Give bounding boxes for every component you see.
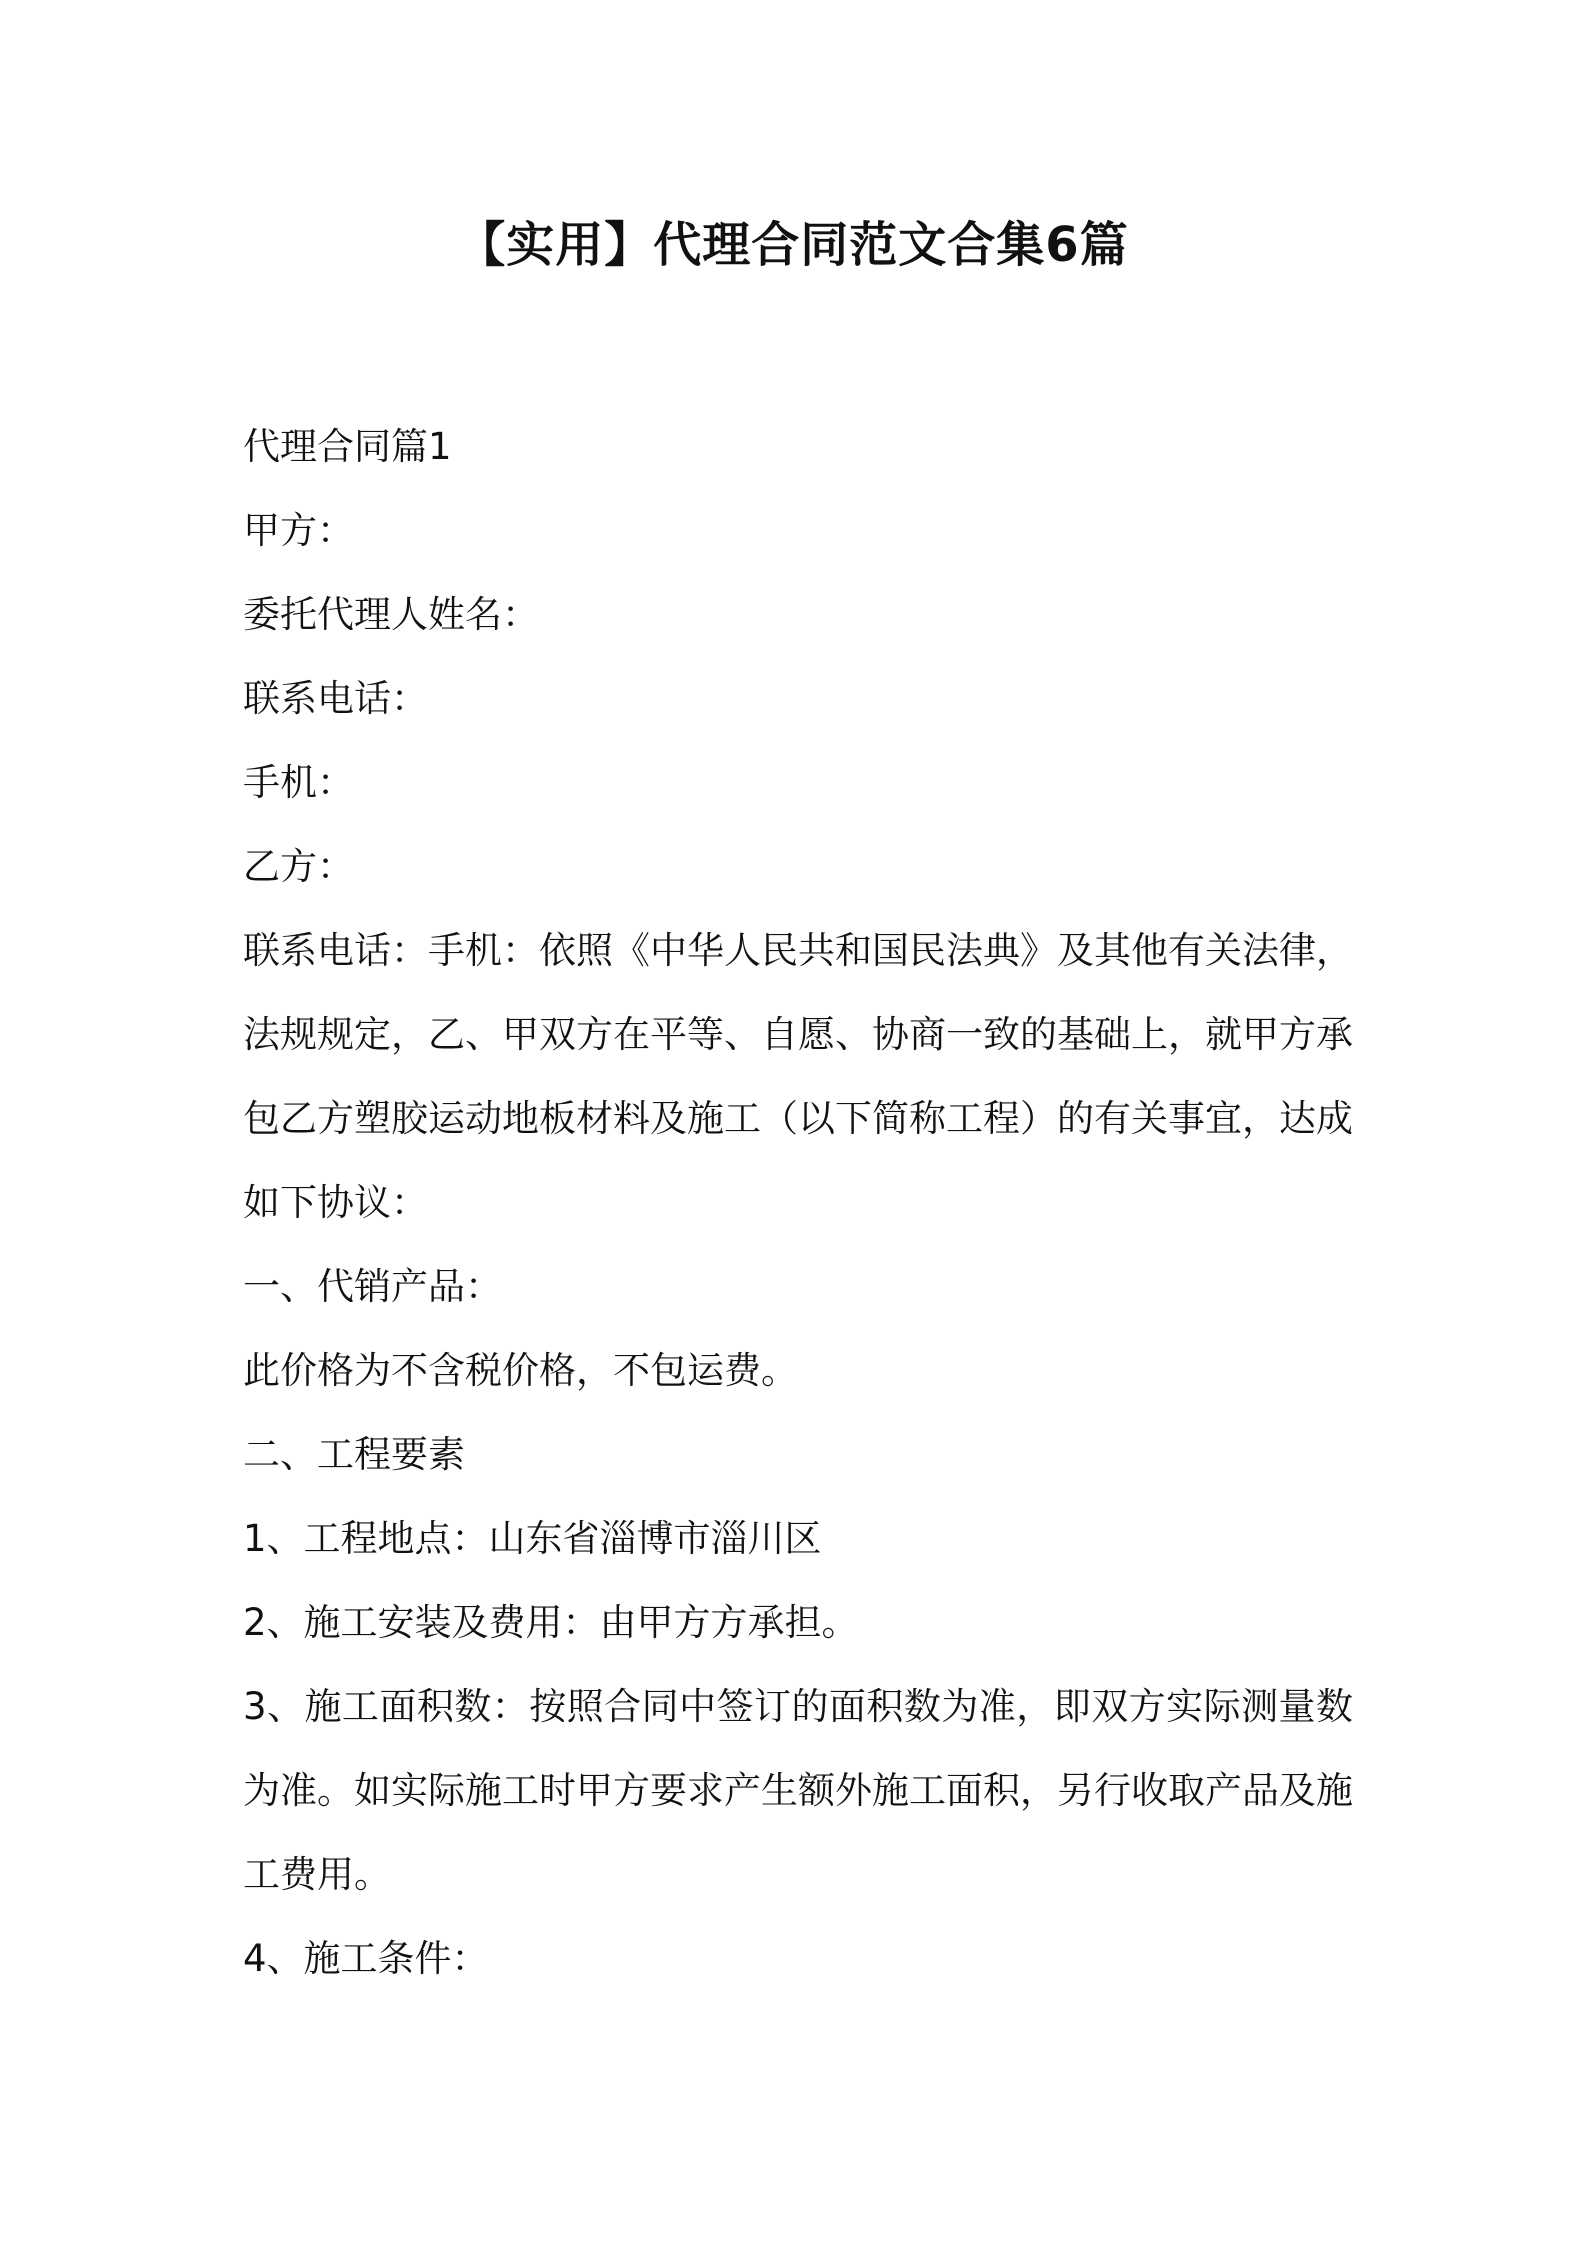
paragraph: 代理合同篇1 bbox=[243, 425, 452, 468]
document-body bbox=[243, 405, 1353, 2001]
document-title: 【实用】代理合同范文合集6篇 bbox=[457, 217, 1129, 273]
paragraph: 甲方： bbox=[243, 509, 354, 552]
paragraph: 联系电话： bbox=[243, 677, 428, 720]
paragraph: 1、工程地点：山东省淄博市淄川区 bbox=[243, 1517, 822, 1560]
paragraph: 手机： bbox=[243, 761, 354, 804]
paragraph: 委托代理人姓名： bbox=[243, 593, 539, 636]
paragraph: 二、工程要素 bbox=[243, 1433, 465, 1476]
paragraph: 联系电话：手机：依照《中华人民共和国民法典》及其他有关法律，法规规定，乙、甲双方在平等、自愿、协商一致的基础上，就甲方承包乙方塑胶运动地板材料及施工（以下简称工程）的有关事宜，达成如下协议： bbox=[243, 929, 1353, 1224]
paragraph: 4、施工条件： bbox=[243, 1937, 489, 1980]
paragraph: 此价格为不含税价格，不包运费。 bbox=[243, 1349, 798, 1392]
paragraph: 2、施工安装及费用：由甲方方承担。 bbox=[243, 1601, 859, 1644]
paragraph: 一、代销产品： bbox=[243, 1265, 502, 1308]
paragraph: 乙方： bbox=[243, 845, 354, 888]
paragraph: 3、施工面积数：按照合同中签订的面积数为准，即双方实际测量数为准。如实际施工时甲方要求产生额外施工面积，另行收取产品及施工费用。 bbox=[243, 1685, 1353, 1896]
